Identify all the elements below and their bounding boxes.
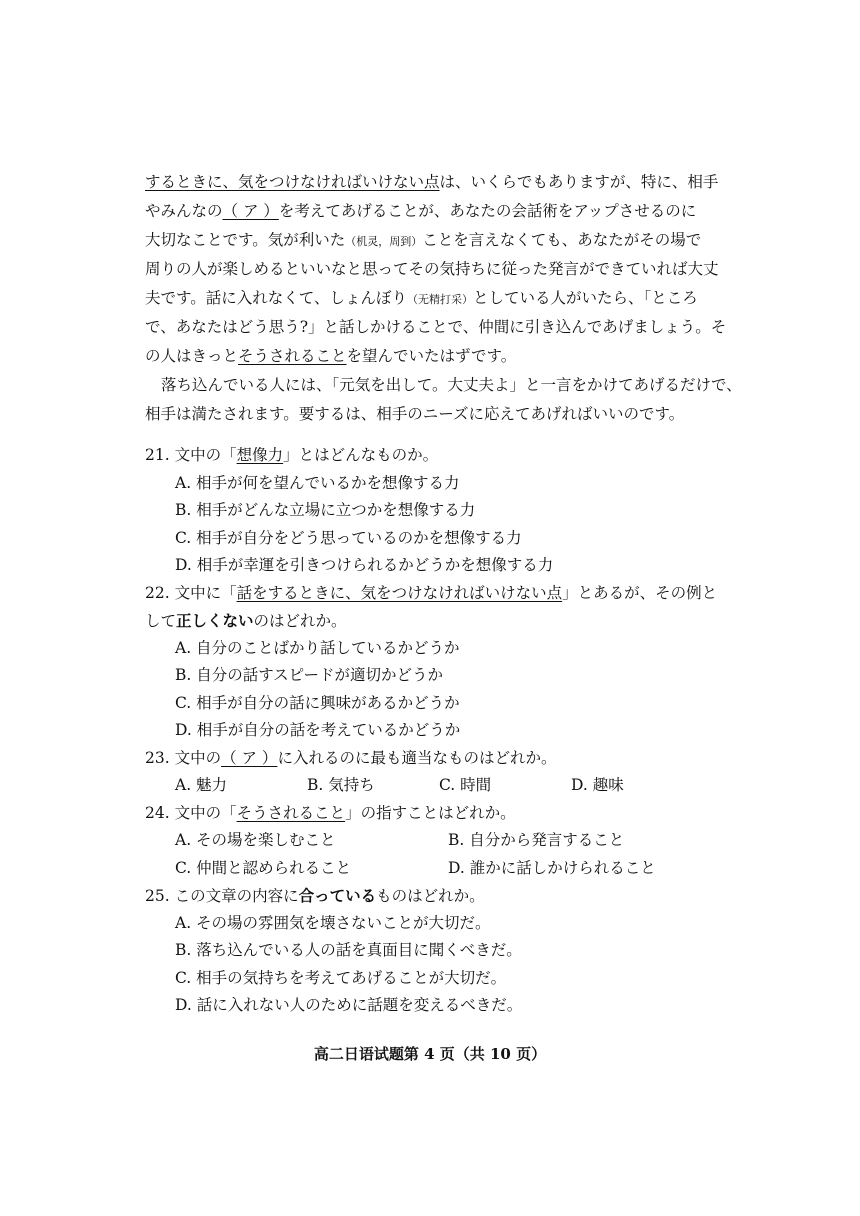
options-24-row2: [145, 855, 715, 883]
page-footer: 高二日语试题第 4 页（共 10 页）: [313, 1045, 547, 1063]
passage-text: を望んでいたはずです。: [346, 347, 517, 365]
option-22-a: A. 自分のことばかり話しているかどうか: [175, 638, 460, 657]
option-23-b: B. 気持ち: [307, 776, 375, 794]
option-23-a: A. 魅力: [175, 776, 228, 794]
question-23: [145, 745, 715, 773]
passage-line: 相手は満たされます。要するは、相手のニーズに応えてあげればいいのです。: [145, 405, 685, 423]
emphasis-text: 合っている: [298, 886, 377, 905]
option-24-b: B. 自分から発言すること: [448, 831, 625, 849]
question-22: [145, 580, 718, 608]
passage-line: [145, 342, 715, 371]
option-24-d: D. 誰かに話しかけられること: [448, 858, 656, 877]
emphasis-text: 正しくない: [176, 611, 254, 630]
underlined-phrase: するときに、気をつけなければいけない点: [145, 173, 440, 191]
passage-text: の人はきっと: [145, 347, 239, 365]
option-21-d: D. 相手が幸運を引きつけられるかどうかを想像する力: [175, 556, 554, 574]
question-text: のはどれか。: [253, 612, 347, 630]
option-25-a: A. その場の雰囲気を壊さないことが大切だ。: [175, 913, 491, 932]
passage-line: 周りの人が楽しめるといいなと思ってその気持ちに従った発言ができていれば大丈: [145, 260, 719, 278]
question-text: 」の指すことはどれか。: [345, 803, 516, 822]
option-22-c: C. 相手が自分の話に興味があるかどうか: [175, 693, 460, 712]
question-text: ものはどれか。: [376, 887, 485, 905]
question-21: [145, 442, 715, 470]
option-22-d: D. 相手が自分の話を考えているかどうか: [175, 721, 461, 739]
passage-text: を考えてあげることが、あなたの会話術をアップさせるのに: [278, 202, 697, 220]
reading-passage: [145, 168, 742, 429]
question-text: 24. 文中の「: [145, 803, 237, 822]
passage-line: で、あなたはどう思う?」と話しかけることで、仲間に引き込んであげましょう。そ: [145, 318, 727, 336]
passage-text: 夫です。話に入れなくて、しょんぼり: [145, 289, 407, 307]
question-text: して: [145, 612, 177, 630]
passage-text: ことを言えなくても、あなたがその場で: [422, 231, 702, 249]
passage-line: 落ち込んでいる人には、「元気を出して。大丈夫よ」と一言をかけてあげるだけで、: [161, 376, 742, 394]
question-24: [145, 800, 715, 828]
underlined-term: そうされること: [236, 803, 346, 822]
passage-line: [145, 284, 715, 313]
options-23: [145, 772, 715, 800]
question-text: 」とはどんなものか。: [283, 446, 439, 464]
options-24-row1: [145, 827, 715, 855]
option-24-a: A. その場を楽しむこと: [175, 831, 336, 849]
passage-text: やみんなの: [145, 202, 223, 220]
question-text: 21. 文中の「: [145, 446, 237, 464]
question-text: に入れるのに最も適当なものはどれか。: [277, 748, 557, 767]
blank-a: （ ア ）: [222, 202, 279, 220]
passage-text: としている人がいたら、「ところ: [472, 289, 698, 307]
questions: [145, 442, 718, 1020]
option-23-c: C. 時間: [439, 776, 492, 794]
option-21-c: C. 相手が自分をどう思っているのかを想像する力: [175, 528, 522, 547]
question-25: [145, 882, 715, 910]
blank-a: （ ア ）: [221, 748, 278, 767]
passage-line: [145, 226, 715, 255]
passage-line: [145, 197, 715, 226]
question-text: 23. 文中の: [145, 748, 222, 767]
question-text: 」とあるが、その例と: [562, 583, 718, 602]
option-25-d: D. 話に入れない人のために話題を変えるべきだ。: [175, 996, 523, 1014]
question-text: 25. この文章の内容に: [145, 887, 299, 905]
gloss-note: （机灵，周到）: [345, 235, 423, 248]
option-25-c: C. 相手の気持ちを考えてあげることが大切だ。: [175, 968, 507, 987]
underlined-phrase: そうされること: [238, 347, 347, 365]
option-23-d: D. 趣味: [571, 776, 624, 794]
question-text: 22. 文中に「: [145, 583, 237, 602]
passage-text: 大切なことです。気が利いた: [145, 231, 346, 249]
underlined-term: 想像力: [236, 446, 284, 464]
option-22-b: B. 自分の話すスピードが適切かどうか: [175, 666, 444, 684]
gloss-note: （无精打采）: [406, 293, 473, 306]
underlined-term: 話をするときに、気をつけなければいけない点: [236, 583, 563, 602]
option-24-c: C. 仲間と認められること: [175, 858, 352, 877]
option-25-b: B. 落ち込んでいる人の話を真面目に聞くべきだ。: [175, 941, 522, 959]
option-21-a: A. 相手が何を望んでいるかを想像する力: [175, 473, 460, 492]
option-21-b: B. 相手がどんな立場に立つかを想像する力: [175, 501, 476, 519]
passage-line: [145, 168, 719, 197]
question-22-cont: [145, 607, 715, 635]
passage-text: は、いくらでもありますが、特に、相手: [439, 173, 719, 191]
